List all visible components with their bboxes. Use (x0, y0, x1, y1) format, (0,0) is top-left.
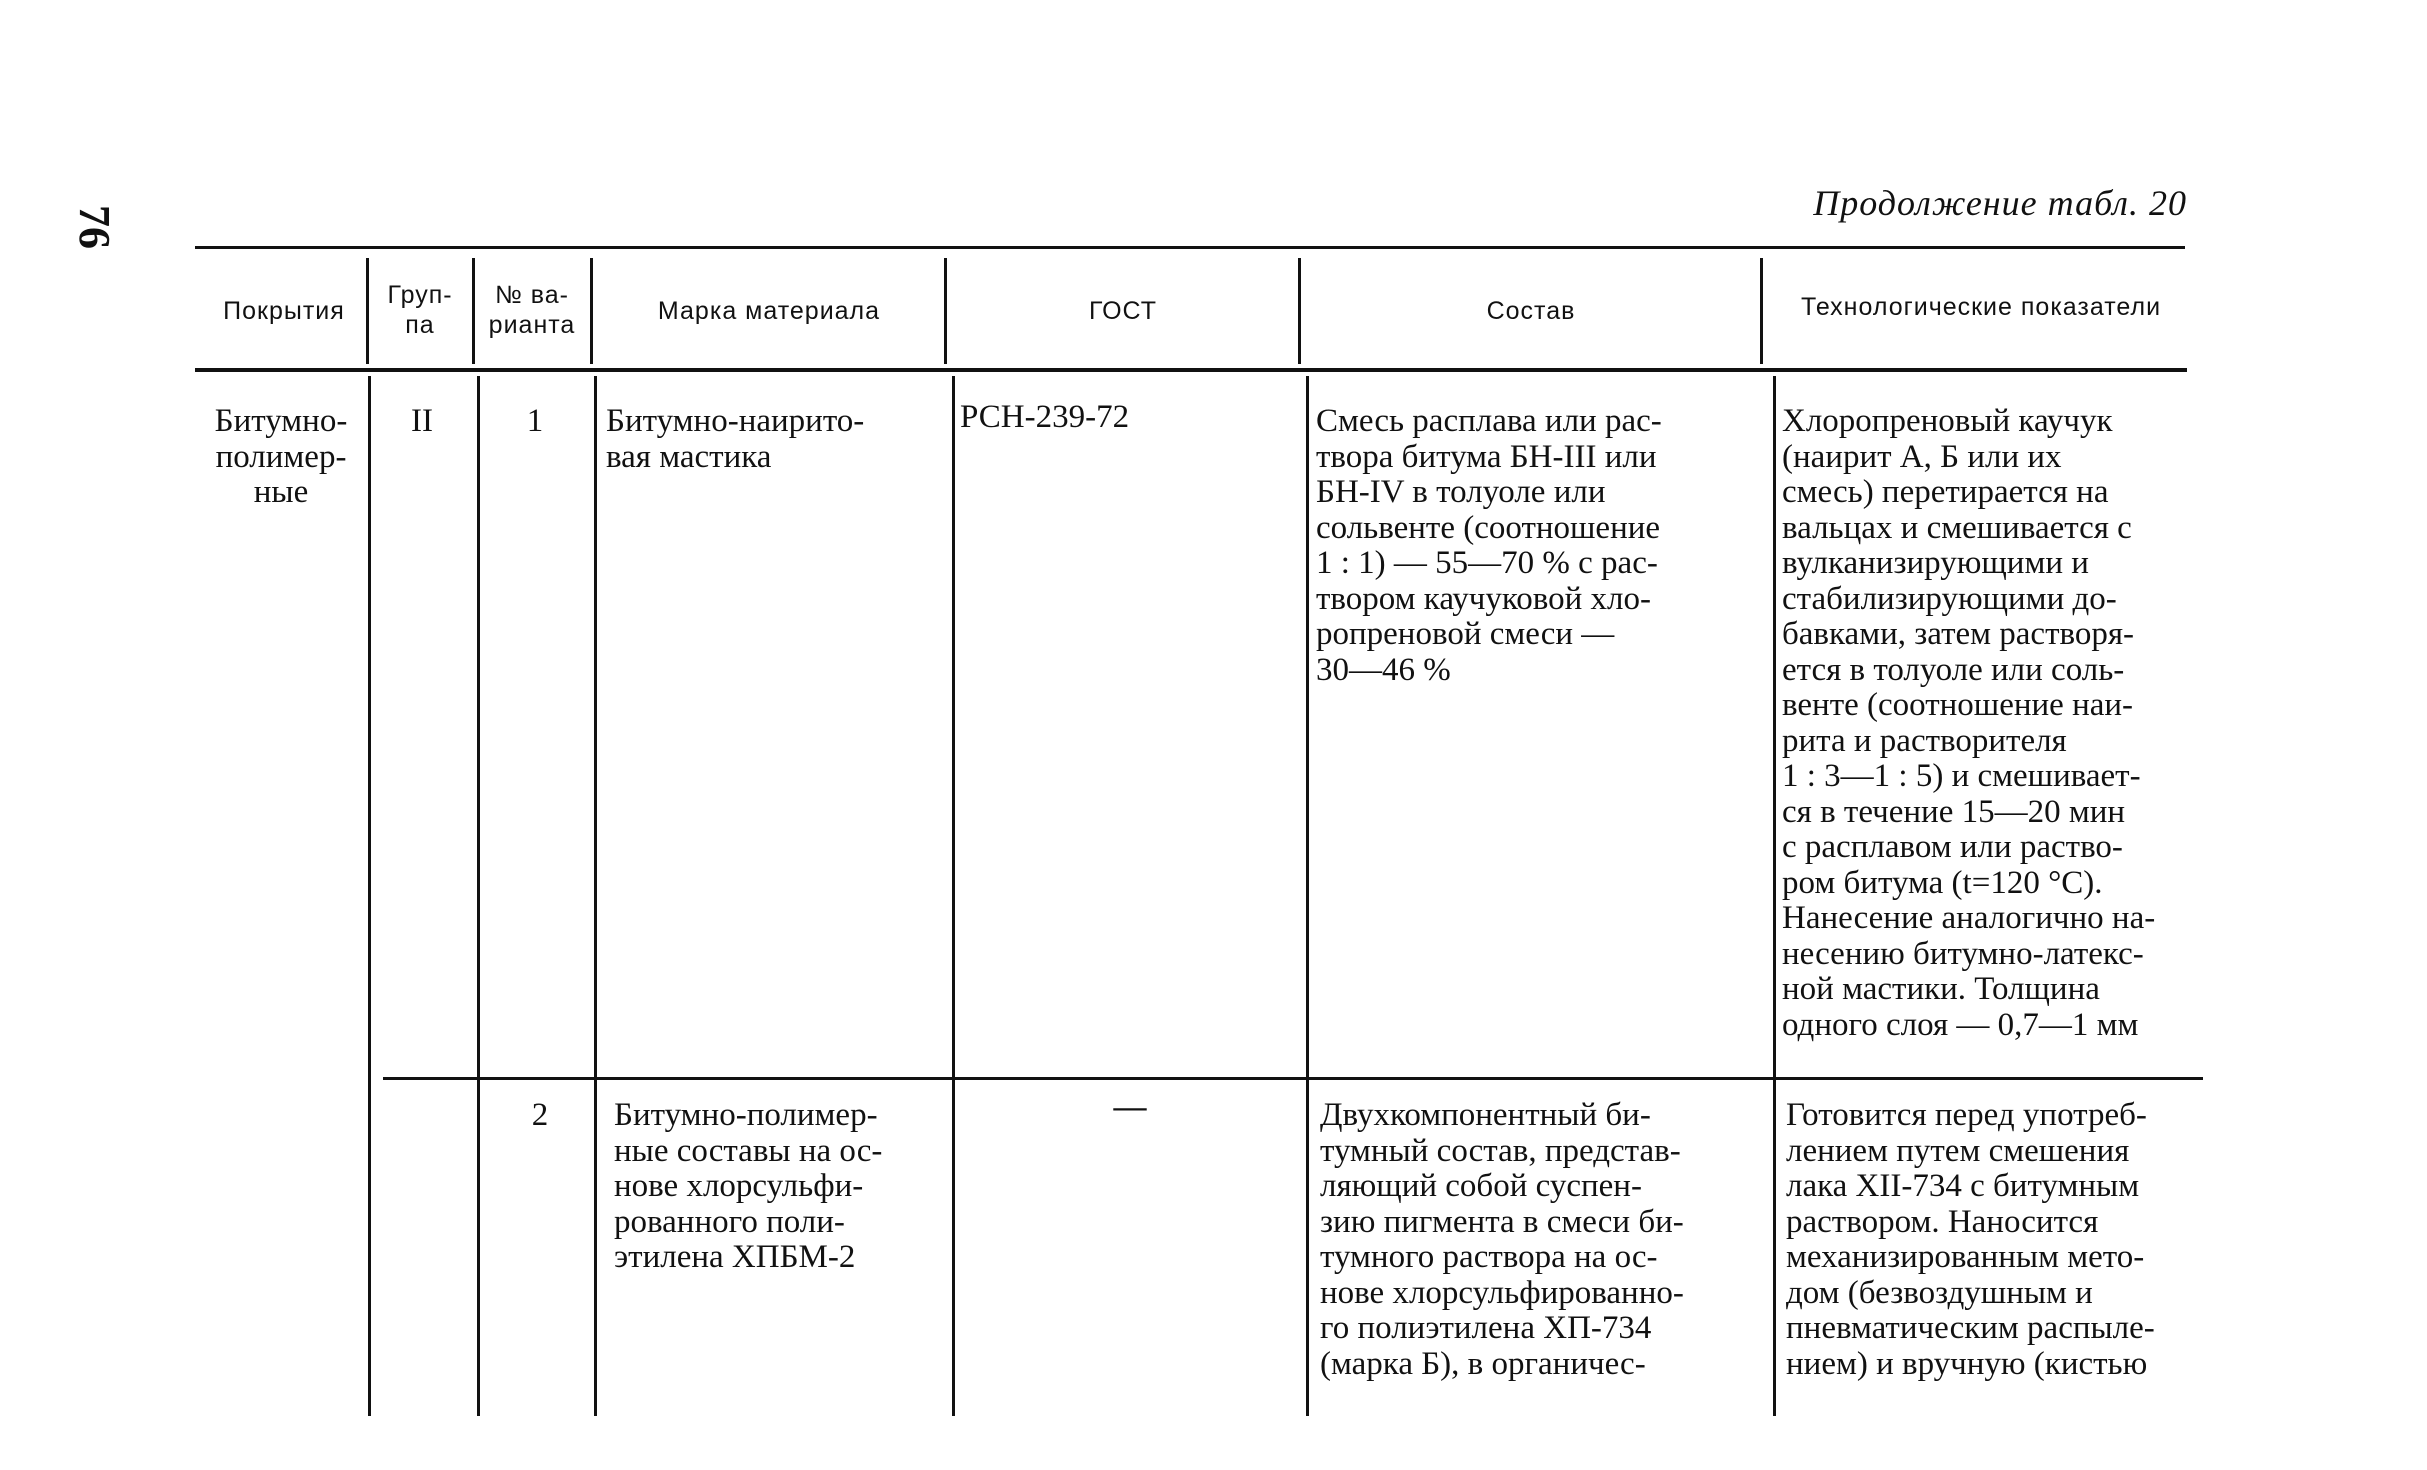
row1-group: II (411, 403, 433, 439)
header-group: Груп- па (387, 281, 453, 339)
body-col-divider (477, 376, 480, 1416)
header-composition: Состав (1486, 297, 1576, 325)
row2-material: Битумно-полимер- ные составы на ос- нове хлорсульфи- рованного поли- этилена ХПБМ-2 (614, 1097, 883, 1275)
row1-gost: РСН-239-72 (960, 399, 1130, 435)
row2-gost: — (1113, 1089, 1147, 1125)
row2-composition: Двухкомпонентный би- тумный состав, представ- ляющий собой суспен- зию пигмента в смеси би- тумного раствора на ос- нове хлорсульфированно- го полиэтилена ХП-734 (марка Б), в органичес- (1320, 1097, 1684, 1382)
header-col-divider (366, 258, 369, 364)
header-col-divider (944, 258, 947, 364)
page-number: 76 (70, 205, 119, 249)
header-gost: ГОСТ (1088, 297, 1158, 325)
row2-tech: Готовится перед употреб- лением путем смешения лака ХII-734 с битумным раствором. Наносится механизированным мето- дом (безвоздушным и пневматическим распыле- нием) и вручную (кистью (1786, 1097, 2155, 1382)
table-top-rule (195, 246, 2185, 249)
row1-coating: Битумно- полимер- ные (214, 403, 348, 510)
header-bottom-rule (195, 368, 2187, 372)
header-material: Марка материала (657, 297, 881, 325)
table-caption: Продолжение табл. 20 (1813, 183, 2187, 223)
header-tech: Технологические показатели (1800, 293, 2162, 321)
header-col-divider (1298, 258, 1301, 364)
body-col-divider (1773, 376, 1776, 1416)
body-col-divider (594, 376, 597, 1416)
header-col-divider (590, 258, 593, 364)
row1-composition: Смесь расплава или рас- твора битума БН-III или БН-IV в толуоле или сольвенте (соотношение 1 : 1) — 55—70 % с рас- твором каучуковой хло- ропреновой смеси — 30—46 % (1316, 403, 1662, 688)
row-divider (383, 1077, 2203, 1080)
header-coating: Покрытия (223, 297, 345, 325)
body-col-divider (368, 376, 371, 1416)
row1-material: Битумно-наирито- вая мастика (606, 403, 865, 475)
row2-variant: 2 (531, 1097, 549, 1133)
header-variant: № ва- рианта (488, 281, 576, 339)
row1-variant: 1 (526, 403, 544, 439)
body-col-divider (1306, 376, 1309, 1416)
row1-tech: Хлоропреновый каучук (наирит А, Б или их смесь) перетирается на вальцах и смешивается с вулканизирующими и стабилизирующими до- бавками, затем растворя- ется в толуоле или соль- венте (соотношение наи- рита и растворителя 1 : 3—1 : 5) и смешивает- ся в течение 15—20 мин с расплавом или раство- ром битума (t=120 °С). Нанесение аналогично на- несению битумно-латекс- ной мастики. Толщина одного слоя — 0,7—1 мм (1782, 403, 2156, 1043)
header-col-divider (1760, 258, 1763, 364)
header-col-divider (472, 258, 475, 364)
body-col-divider (952, 376, 955, 1416)
